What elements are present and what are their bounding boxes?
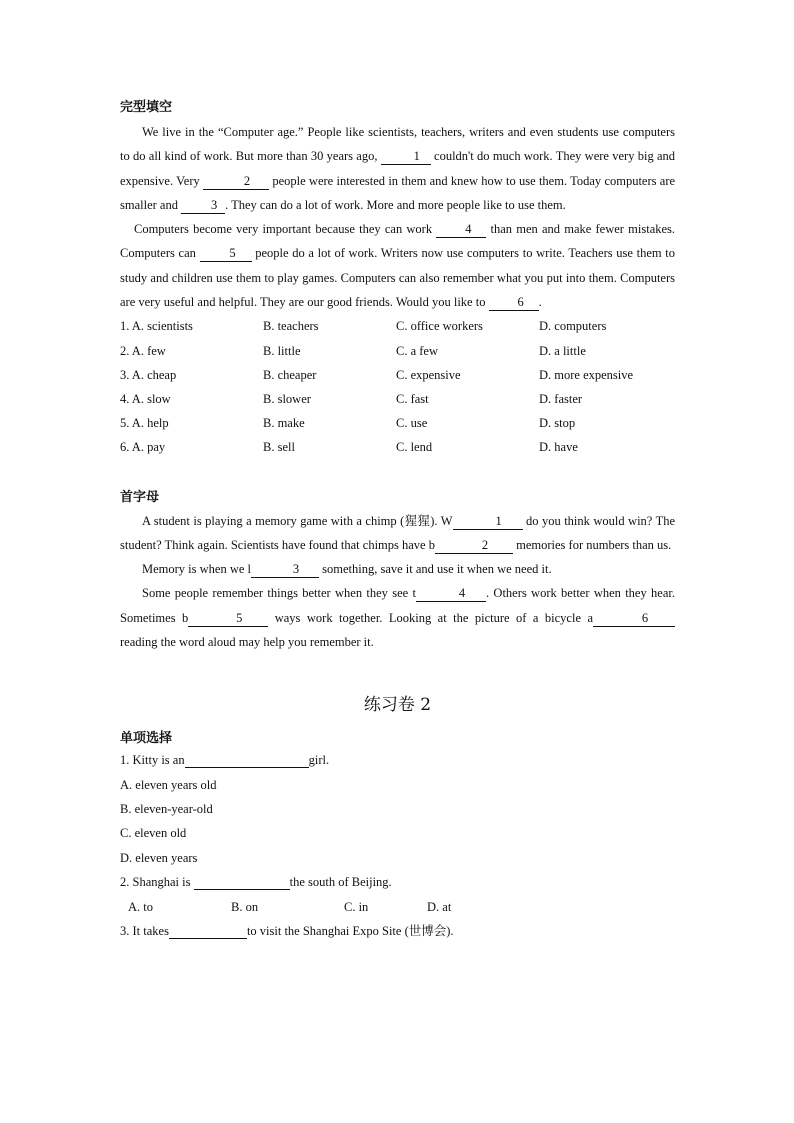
option-row-3 (120, 363, 675, 387)
cloze-p1-text-1: We live in the “Computer age.” People like scientists, teachers, writers and even students use computers to do all kind of work. But more than 30 years ago, (120, 125, 675, 164)
cloze-p2-text-4: . (538, 295, 542, 310)
q2-stem-post: the south of Beijing. (289, 875, 392, 890)
option-3d: D. more expensive (539, 367, 634, 382)
cloze-p2-text-2: than men and make fewer mistakes. Computers can (120, 222, 676, 261)
cloze-blank-1: 1 (381, 149, 431, 165)
question-2-stem (120, 870, 675, 894)
option-row-2 (120, 339, 675, 363)
q1-option-b: B. eleven-year-old (120, 802, 213, 817)
option-5a: 5. A. help (120, 416, 169, 431)
q2-stem-pre: 2. Shanghai is (120, 875, 191, 890)
q3-blank (169, 924, 247, 939)
q2-option-c: C. in (344, 899, 369, 914)
option-6c: C. lend (396, 440, 433, 455)
cloze-blank-6: 6 (489, 295, 539, 311)
option-3a: 3. A. cheap (120, 367, 177, 382)
option-4b: B. slower (263, 391, 311, 406)
option-3b: B. cheaper (263, 367, 317, 382)
cloze-blank-2: 2 (203, 174, 269, 190)
q1-stem-post: girl. (308, 753, 330, 768)
option-6a: 6. A. pay (120, 440, 166, 455)
option-1c: C. office workers (396, 319, 483, 334)
option-6d: D. have (539, 440, 578, 455)
fl-blank-2: 2 (435, 538, 513, 554)
fl-p3-text-3: ways work together. Looking at the picture of a bicycle a (274, 610, 594, 625)
option-row-5 (120, 411, 675, 435)
option-1a: 1. A. scientists (120, 319, 193, 334)
option-row-6 (120, 435, 675, 459)
first-letter-paragraph-3 (120, 581, 675, 654)
section-heading-cloze: 完型填空 (120, 100, 173, 115)
question-3-stem (120, 919, 675, 943)
option-4a: 4. A. slow (120, 391, 171, 406)
option-4d: D. faster (539, 391, 583, 406)
fl-p3-text-4: reading the word aloud may help you remember it. (120, 634, 374, 649)
q2-blank (194, 875, 290, 890)
fl-p2-text-1: Memory is when we l (142, 562, 252, 577)
q3-stem-pre: 3. It takes (120, 923, 169, 938)
fl-p1-text-1: A student is playing a memory game with a chimp (猩猩). W (142, 513, 453, 528)
option-2b: B. little (263, 343, 301, 358)
exam-title: 练习卷 2 (363, 695, 432, 716)
option-1b: B. teachers (263, 319, 319, 334)
q1-option-c: C. eleven old (120, 826, 187, 841)
option-6b: B. sell (263, 440, 295, 455)
cloze-p2-text-1: Computers become very important because they can work (134, 222, 433, 237)
q2-option-b: B. on (231, 899, 259, 914)
fl-p2-text-2: something, save it and use it when we need it. (322, 562, 552, 577)
q1-stem-pre: 1. Kitty is an (120, 753, 185, 768)
first-letter-paragraph-1 (120, 509, 675, 558)
section-heading-single-choice: 单项选择 (120, 731, 173, 747)
fl-blank-5: 5 (188, 611, 268, 627)
option-row-4 (120, 387, 675, 411)
fl-blank-6: 6 (593, 611, 675, 627)
cloze-blank-5: 5 (200, 246, 252, 262)
cloze-paragraph-2 (120, 217, 675, 314)
cloze-blank-3: 3 (181, 198, 225, 214)
first-letter-paragraph-2 (120, 557, 675, 581)
q1-option-a: A. eleven years old (120, 777, 217, 792)
fl-p3-text-2: . Others work better when they hear. Sometimes b (120, 586, 675, 625)
fl-p3-text-1: Some people remember things better when they see t (142, 586, 416, 601)
section-heading-first-letter: 首字母 (120, 489, 160, 505)
option-row-1 (120, 314, 675, 338)
option-3c: C. expensive (396, 367, 461, 382)
cloze-blank-4: 4 (436, 222, 486, 238)
cloze-p1-text-4: . They can do a lot of work. More and more people like to use them. (225, 197, 566, 212)
cloze-options (120, 314, 675, 459)
q2-option-a: A. to (128, 899, 153, 914)
option-2d: D. a little (539, 343, 586, 358)
question-1-stem (120, 748, 675, 772)
cloze-p2-text-3: people do a lot of work. Writers now use computers to write. Teachers use them to study and children use them to play games. Computers can also remember what you put into them. Computers are very useful and helpful. They are our good friends. Would you like to (120, 246, 675, 310)
fl-blank-3: 3 (251, 562, 319, 578)
cloze-p1-text-2: couldn't do much work. They were very big and expensive. Very (120, 149, 676, 188)
q3-stem-post: to visit the Shanghai Expo Site (世博会). (246, 923, 454, 938)
option-5d: D. stop (539, 416, 576, 431)
option-5c: C. use (396, 416, 428, 431)
q1-option-d: D. eleven years (120, 850, 198, 865)
worksheet-page (120, 90, 675, 943)
option-2c: C. a few (396, 343, 438, 358)
option-4c: C. fast (396, 391, 429, 406)
cloze-p1-text-3: people were interested in them and knew how to use them. Today computers are smaller and (120, 173, 676, 212)
option-5b: B. make (263, 416, 305, 431)
option-2a: 2. A. few (120, 343, 166, 358)
fl-p1-text-2: do you think would win? The student? Think again. Scientists have found that chimps have b (120, 513, 676, 552)
q2-options (120, 895, 675, 919)
fl-blank-4: 4 (416, 586, 486, 602)
option-1d: D. computers (539, 319, 607, 334)
q1-blank (185, 753, 309, 768)
q2-option-d: D. at (427, 899, 452, 914)
fl-p1-text-3: memories for numbers than us. (516, 537, 672, 552)
cloze-paragraph-1 (120, 120, 675, 217)
fl-blank-1: 1 (453, 514, 523, 530)
